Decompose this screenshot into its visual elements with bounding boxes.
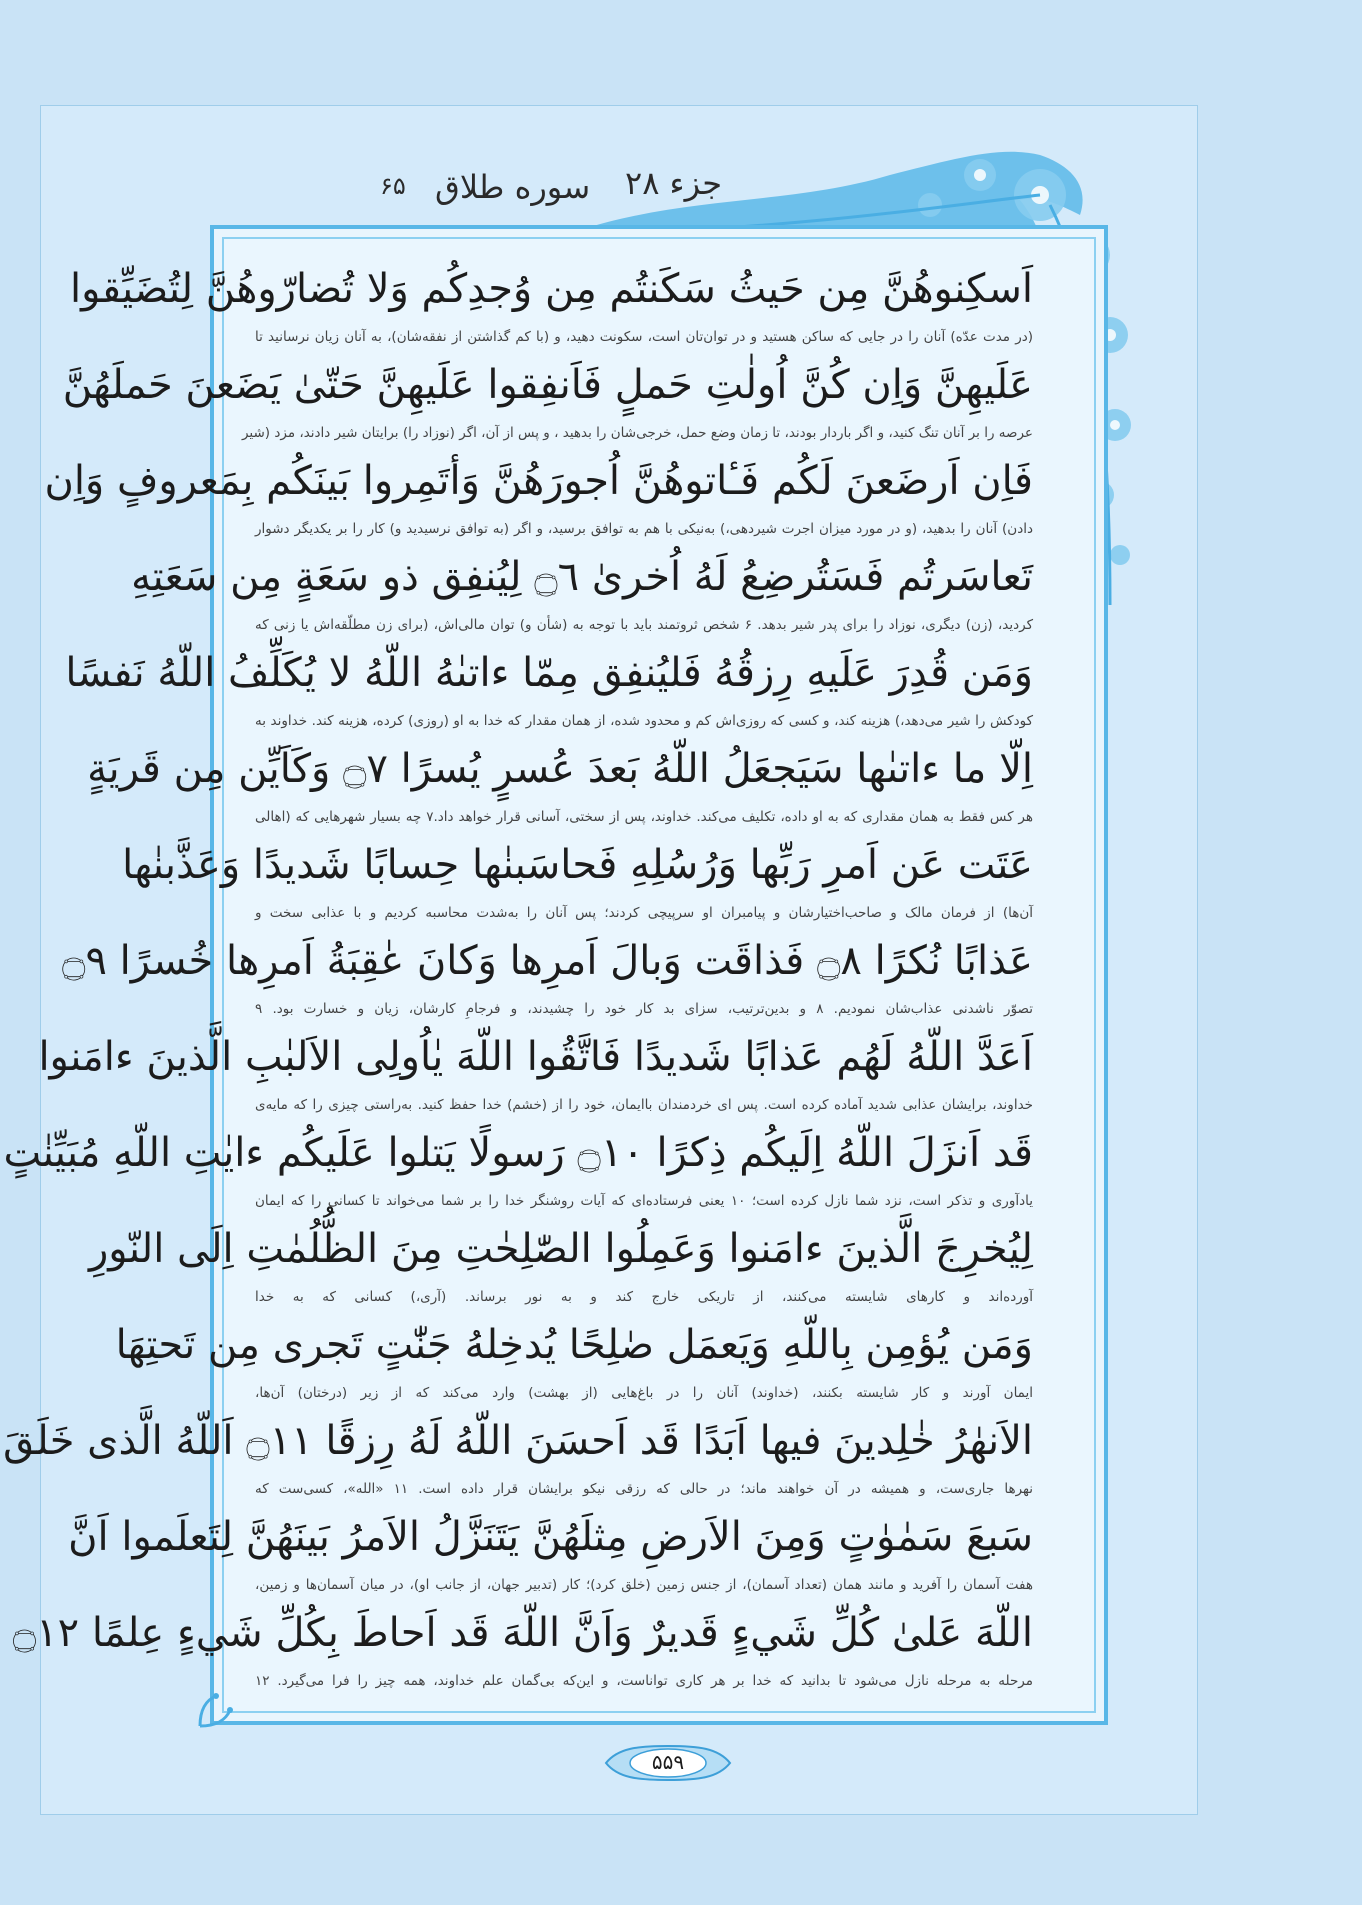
surah-title: سوره طلاق	[435, 168, 591, 206]
verse-lines	[3, 255, 1034, 1695]
page-number-badge	[598, 1740, 738, 1786]
ayah-line: اِلّا ما ءاتىٰها سَيَجعَلُ اللّهُ بَعدَ عُسرٍ يُسرًا ۝٧ وَكَاَيِّن مِن قَريَةٍ	[87, 746, 1033, 792]
ayah-line: عَلَيهِنَّ وَاِن كُنَّ اُولٰتِ حَملٍ فَاَنفِقوا عَلَيهِنَّ حَتّىٰ يَضَعنَ حَملَهُنَّ	[62, 362, 1033, 408]
translation-line: عرصه را بر آنان تنگ کنید، و اگر باردار بودند، تا زمان وضع حمل، خرجی‌شان را بدهید ، و پس از آن، اگر (نوزاد را) برایتان شیر دادند، مزد (شیر	[241, 425, 1033, 441]
surah-number: ۶۵	[380, 172, 406, 200]
translation-line: آن‌ها) از فرمان مالک و صاحب‌اختیارشان و پیامبران او سرپیچی کردند؛ پس آنان را به‌شدت محاسبه کردیم و با عذابی سخت و	[255, 905, 1033, 921]
translation-line: دادن) آنان را بدهید، (و در مورد میزان اجرت شیردهی،) به‌نیکی با هم به توافق برسید، و اگر (به توافق نرسیدید و) کار را بر یکدیگر دشوار	[255, 521, 1033, 537]
page-number: ۵۵۹	[651, 1750, 685, 1774]
ayah-line: قَد اَنزَلَ اللّهُ اِلَيكُم ذِكرًا ۝١٠ رَسولًا يَتلوا عَلَيكُم ءايٰتِ اللّهِ مُبَيِّنٰتٍ	[3, 1130, 1033, 1176]
translation-line: تصوّر ناشدنی عذاب‌شان نمودیم. ۸ و بدین‌ترتیب، سزای بد کار خود را چشیدند، و فرجامِ کارشان، زیان و خسارت بود. ۹	[255, 1001, 1034, 1017]
translation-line: آورده‌اند و کارهای شایسته می‌کنند، از تاریکی خارج کند و به نور برساند. (آری،) کسانی که به خدا	[255, 1289, 1033, 1305]
translation-line: هر کس فقط به همان مقداری که به او داده، تکلیف می‌کند. خداوند، پس از سختی، آسانی قرار خواهد داد.۷ چه بسیار شهرهایی که (اهالی	[255, 809, 1033, 825]
translation-line: مرحله به مرحله نازل می‌شود تا بدانید که خدا بر هر کاری تواناست، و این‌که بی‌گمان علم خداوند، همه چیز را فرا می‌گیرد. ۱۲	[255, 1673, 1033, 1689]
ayah-line: وَمَن قُدِرَ عَلَيهِ رِزقُهُ فَليُنفِق مِمّا ءاتىٰهُ اللّهُ لا يُكَلِّفُ اللّهُ نَفسًا	[65, 650, 1033, 696]
ayah-line: اللّهَ عَلىٰ كُلِّ شَيءٍ قَديرٌ وَاَنَّ اللّهَ قَد اَحاطَ بِكُلِّ شَيءٍ عِلمًا ۝١٢	[12, 1610, 1033, 1656]
ayah-line: الاَنهٰرُ خٰلِدينَ فيها اَبَدًا قَد اَحسَنَ اللّهُ لَهُ رِزقًا ۝١١ اَللّهُ الَّذى خَلَقَ	[3, 1418, 1033, 1464]
ayah-line: عَتَت عَن اَمرِ رَبِّها وَرُسُلِهِ فَحاسَبنٰها حِسابًا شَديدًا وَعَذَّبنٰها	[122, 842, 1033, 888]
translation-line: هفت آسمان را آفرید و مانند همان (تعداد آسمان)، از جنس زمین (خلق کرد)؛ کار (تدبیر جهان، از جانب او)، در میان آسمان‌ها و زمین،	[255, 1577, 1033, 1593]
page-header	[250, 164, 1050, 216]
ayah-line: تَعاسَرتُم فَسَتُرضِعُ لَهُ اُخرىٰ ۝٦ لِيُنفِق ذو سَعَةٍ مِن سَعَتِهِ	[131, 554, 1033, 600]
translation-line: (در مدت عدّه) آنان را در جایی که ساکن هستید و در توان‌تان است، سکونت دهید، و (با کم گذاشتن از نفقه‌شان)، به آنان زیان نرسانید تا	[255, 329, 1033, 345]
ayah-line: سَبعَ سَمٰوٰتٍ وَمِنَ الاَرضِ مِثلَهُنَّ يَتَنَزَّلُ الاَمرُ بَينَهُنَّ لِتَعلَموا اَنَّ	[68, 1514, 1033, 1560]
ayah-line: اَسكِنوهُنَّ مِن حَيثُ سَكَنتُم مِن وُجدِكُم وَلا تُضارّوهُنَّ لِتُضَيِّقوا	[70, 266, 1033, 312]
ayah-line: وَمَن يُؤمِن بِاللّهِ وَيَعمَل صٰلِحًا يُدخِلهُ جَنّٰتٍ تَجرى مِن تَحتِهَا	[115, 1322, 1033, 1368]
translation-line: کودکش را شیر می‌دهد،) هزینه کند، و کسی که روزی‌اش کم و محدود شده، از همان مقدار که خدا به او (روزی) کرده، هزینه کند. خداوند به	[255, 713, 1033, 729]
translation-line: یادآوری و تذکر است، نزد شما نازل کرده است؛ ۱۰ یعنی فرستاده‌ای که آیات روشنگر خدا را بر شما می‌خواند تا کسانی را که ایمان	[255, 1193, 1033, 1209]
translation-line: خداوند، برایشان عذابی شدید آماده کرده است. پس ای خردمندان باایمان، خود را از (خشم) خدا حفظ کنید. به‌راستی چیزی را که مایه‌ی	[255, 1097, 1033, 1113]
translation-line: کردید، (زن) دیگری، نوزاد را برای پدر شیر بدهد. ۶ شخص ثروتمند باید با توجه به (شأن و) توان مالی‌اش، (برای زن مطلّقه‌اش یا زنی که	[255, 617, 1033, 633]
ayah-line: عَذابًا نُكرًا ۝٨ فَذاقَت وَبالَ اَمرِها وَكانَ عٰقِبَةُ اَمرِها خُسرًا ۝٩	[62, 938, 1033, 984]
ayah-line: فَاِن اَرضَعنَ لَكُم فَـٔاتوهُنَّ اُجورَهُنَّ وَأتَمِروا بَينَكُم بِمَعروفٍ وَاِن	[44, 458, 1033, 504]
ayah-line: اَعَدَّ اللّهُ لَهُم عَذابًا شَديدًا فَاتَّقُوا اللّهَ يٰاُولِى الاَلبٰبِ الَّذينَ ءامَنوا	[38, 1034, 1033, 1080]
juz-label: جزء ۲۸	[625, 164, 723, 202]
translation-line: ایمان آورند و کار شایسته بکنند، (خداوند) آنان را در باغ‌هایی (از بهشت) وارد می‌کند که از زیر (درختان) آن‌ها،	[255, 1385, 1033, 1401]
translation-line: نهرها جاری‌ست، و همیشه در آن خواهند ماند؛ در حالی که رزقی نیکو برایشان قرار داده است. ۱۱ «الله»، کسی‌ست که	[255, 1481, 1033, 1497]
corner-ornament-icon	[196, 1690, 236, 1730]
ayah-line: لِيُخرِجَ الَّذينَ ءامَنوا وَعَمِلُوا الصّٰلِحٰتِ مِنَ الظُّلُمٰتِ اِلَى النّورِ	[88, 1226, 1033, 1272]
